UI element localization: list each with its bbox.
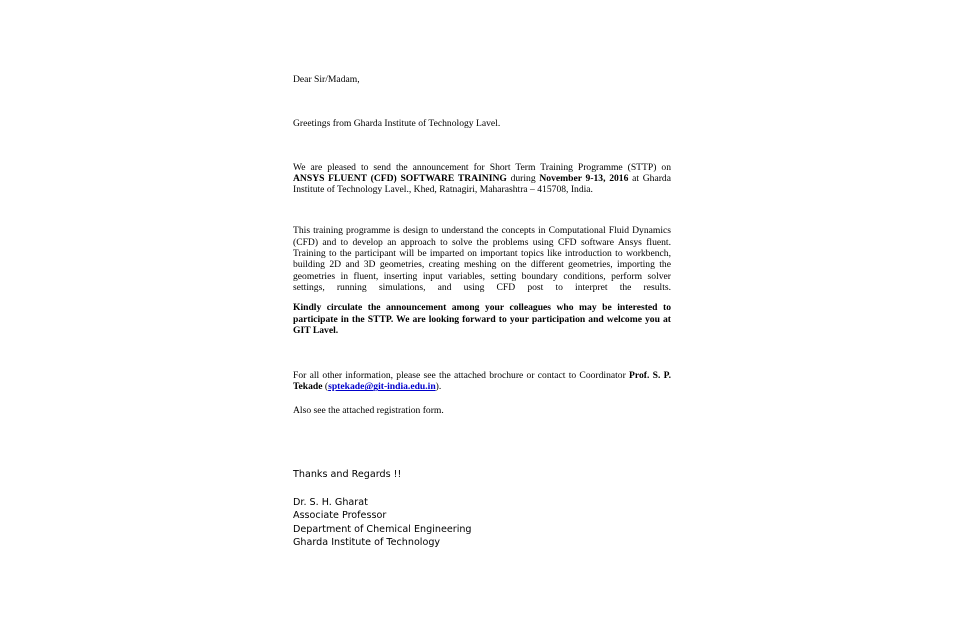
announcement-intro: We are pleased to send the announcement for Short Term Training Programme (STTP) on	[293, 161, 671, 173]
email-open-paren: (	[322, 381, 329, 393]
closing-thanks: Thanks and Regards !!	[293, 469, 402, 480]
signatory-title: Associate Professor	[293, 510, 387, 521]
registration-note: Also see the attached registration form.	[293, 404, 444, 416]
coordinator-email-link[interactable]: sptekade@git-india.edu.in	[328, 381, 436, 393]
program-dates: November 9-13, 2016	[539, 172, 629, 184]
signatory-name: Dr. S. H. Gharat	[293, 496, 368, 508]
letter-body	[293, 74, 671, 416]
announcement-paragraph	[293, 162, 671, 196]
signatory-institute: Gharda Institute of Technology	[293, 537, 441, 548]
signature-block	[293, 468, 593, 550]
info-text: For all other information, please see the attached brochure or contact to Coordinator	[293, 370, 626, 382]
program-name: ANSYS FLUENT (CFD) SOFTWARE TRAINING	[293, 172, 507, 184]
circulate-paragraph: Kindly circulate the announcement among your colleagues who may be interested to participate in the STTP. We are looking forward to your participation and welcome you at GIT Lavel.	[293, 302, 671, 336]
info-paragraph	[293, 370, 671, 393]
program-location: at Gharda Institute of Technology Lavel., Khed, Ratnagiri, Maharashtra – 415708, India.	[293, 172, 671, 196]
coordinator-name: Prof. S. P. Tekade	[293, 370, 671, 393]
training-paragraph: This training programme is design to understand the concepts in Computational Fluid Dynamics (CFD) and to develop an approach to solve the problems using CFD software Ansys fluent. Training to the participant will be imparted on important topics like introduction to workbench, building 2D and 3D geometries, creating meshing on the different geometries, importing the geometries in fluent, inserting input variables, setting boundary conditions, perform solver settings, running simulations, and using CFD post to interpret the results.	[293, 225, 671, 293]
greeting: Greetings from Gharda Institute of Technology Lavel.	[293, 118, 501, 130]
salutation: Dear Sir/Madam,	[293, 74, 360, 85]
announcement-during: during	[506, 172, 540, 184]
email-close-paren: ).	[435, 381, 442, 393]
signatory-department: Department of Chemical Engineering	[293, 523, 472, 535]
